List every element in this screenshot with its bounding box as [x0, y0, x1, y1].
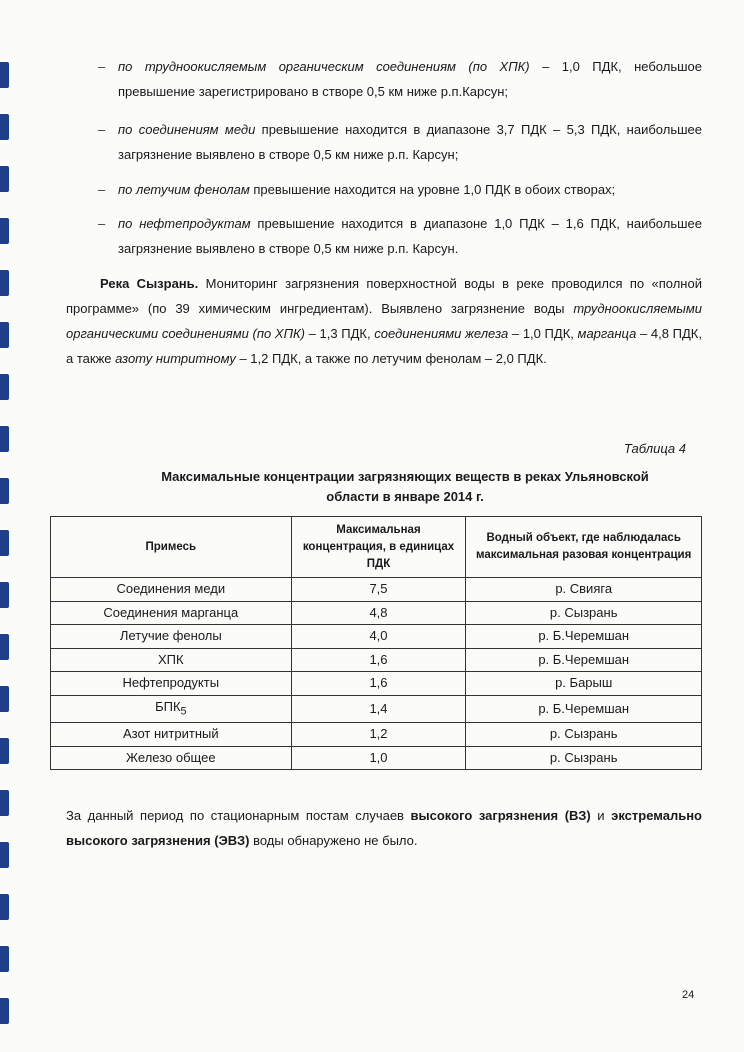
cell-water-body: р. Сызрань	[466, 746, 702, 770]
cell-concentration: 4,0	[291, 625, 466, 649]
table-row	[51, 746, 702, 770]
cell-substance: Летучие фенолы	[51, 625, 292, 649]
paragraph-text: воды обнаружено не было.	[249, 833, 418, 848]
syzran-paragraph	[66, 271, 702, 371]
header-substance: Примесь	[51, 517, 292, 578]
paragraph-text: – 1,3 ПДК,	[305, 326, 375, 341]
cell-substance: Железо общее	[51, 746, 292, 770]
cell-concentration: 1,2	[291, 723, 466, 747]
table-row	[51, 695, 702, 723]
bullet-text: превышение находится на уровне 1,0 ПДК в обоих створах;	[249, 182, 616, 197]
paragraph-text: и	[590, 808, 612, 823]
paragraph-term: соединениями железа	[374, 326, 509, 341]
table-row	[51, 601, 702, 625]
paragraph-term: марганца	[577, 326, 637, 341]
cell-water-body: р. Барыш	[466, 672, 702, 696]
bullet-text: превышение находится в диапазоне 1,0 ПДК – 1,6 ПДК, наибольшее загрязнение выявлено в створе 0,5 км ниже р.п. Карсун.	[118, 216, 702, 256]
table-title	[110, 467, 700, 507]
cell-water-body: р. Б.Черемшан	[466, 695, 702, 723]
cell-water-body: р. Б.Черемшан	[466, 648, 702, 672]
table-row	[51, 723, 702, 747]
bullet-dash: –	[98, 216, 106, 231]
bullet-term: по трудноокисляемым органическим соединениям (по ХПК)	[118, 59, 530, 74]
bullet-term: по нефтепродуктам	[118, 216, 251, 231]
bullet-dash: –	[98, 182, 106, 197]
cell-concentration: 1,6	[291, 672, 466, 696]
table-row	[51, 648, 702, 672]
cell-substance: ХПК	[51, 648, 292, 672]
cell-concentration: 1,6	[291, 648, 466, 672]
cell-concentration: 1,4	[291, 695, 466, 723]
subscript: 5	[180, 705, 187, 718]
table-row	[51, 672, 702, 696]
cell-substance: Соединения меди	[51, 578, 292, 602]
cell-substance: Азот нитритный	[51, 723, 292, 747]
cell-water-body: р. Сызрань	[466, 723, 702, 747]
paragraph-text: – 1,2 ПДК, а также по летучим фенолам – 2,0 ПДК.	[235, 351, 547, 366]
bullet-phenols	[98, 177, 702, 202]
table-row	[51, 578, 702, 602]
cell-water-body: р. Свияга	[466, 578, 702, 602]
table-header-row	[51, 517, 702, 578]
paragraph-term: трудноокисляемыми органическими соединениями (по ХПК)	[66, 301, 702, 341]
paragraph-text: – 1,0 ПДК,	[508, 326, 578, 341]
table-title-line: Максимальные концентрации загрязняющих веществ в реках Ульяновской	[161, 469, 649, 484]
table-row	[51, 625, 702, 649]
paragraph-text: – 4,8 ПДК, а также	[66, 326, 702, 366]
cell-water-body: р. Сызрань	[466, 601, 702, 625]
river-heading: Река Сызрань.	[100, 276, 199, 291]
closing-paragraph	[66, 803, 702, 853]
bullet-term: по летучим фенолам	[118, 182, 250, 197]
header-max-concentration: Максимальная концентрация, в единицах ПДК	[291, 517, 466, 578]
bullet-copper	[98, 117, 702, 167]
cell-substance: Нефтепродукты	[51, 672, 292, 696]
bullet-text: превышение находится в диапазоне 3,7 ПДК – 5,3 ПДК, наибольшее загрязнение выявлено в створе 0,5 км ниже р.п. Карсун;	[118, 122, 702, 162]
page-number: 24	[682, 989, 695, 1001]
paragraph-emphasis: высокого загрязнения (ВЗ)	[410, 808, 591, 823]
bullet-term: по соединениям меди	[118, 122, 256, 137]
bullet-oil	[98, 211, 702, 261]
paragraph-text: За данный период по стационарным постам случаев	[66, 808, 411, 823]
paragraph-text: Мониторинг загрязнения поверхностной воды в реке проводился по «полной программе» (по 39 химическим ингредиентам). Выявлено загрязнение воды	[66, 276, 702, 316]
cell-concentration: 1,0	[291, 746, 466, 770]
cell-concentration: 4,8	[291, 601, 466, 625]
table-caption: Таблица 4	[623, 441, 686, 456]
paragraph-term: азоту нитритному	[115, 351, 236, 366]
bullet-cod	[98, 54, 702, 104]
cell-substance	[51, 695, 292, 723]
cell-substance: Соединения марганца	[51, 601, 292, 625]
cell-water-body: р. Б.Черемшан	[466, 625, 702, 649]
bullet-text: – 1,0 ПДК, небольшое превышение зарегистрировано в створе 0,5 км ниже р.п.Карсун;	[118, 59, 702, 99]
bullet-dash: –	[98, 59, 106, 74]
table-title-line: области в январе 2014 г.	[326, 489, 484, 504]
header-water-body: Водный объект, где наблюдалась максимальная разовая концентрация	[466, 517, 702, 578]
cell-concentration: 7,5	[291, 578, 466, 602]
bullet-dash: –	[98, 122, 106, 137]
paragraph-emphasis: экстремально высокого загрязнения (ЭВЗ)	[66, 808, 702, 848]
concentration-table	[50, 516, 702, 770]
substance-name: БПК	[155, 698, 181, 714]
